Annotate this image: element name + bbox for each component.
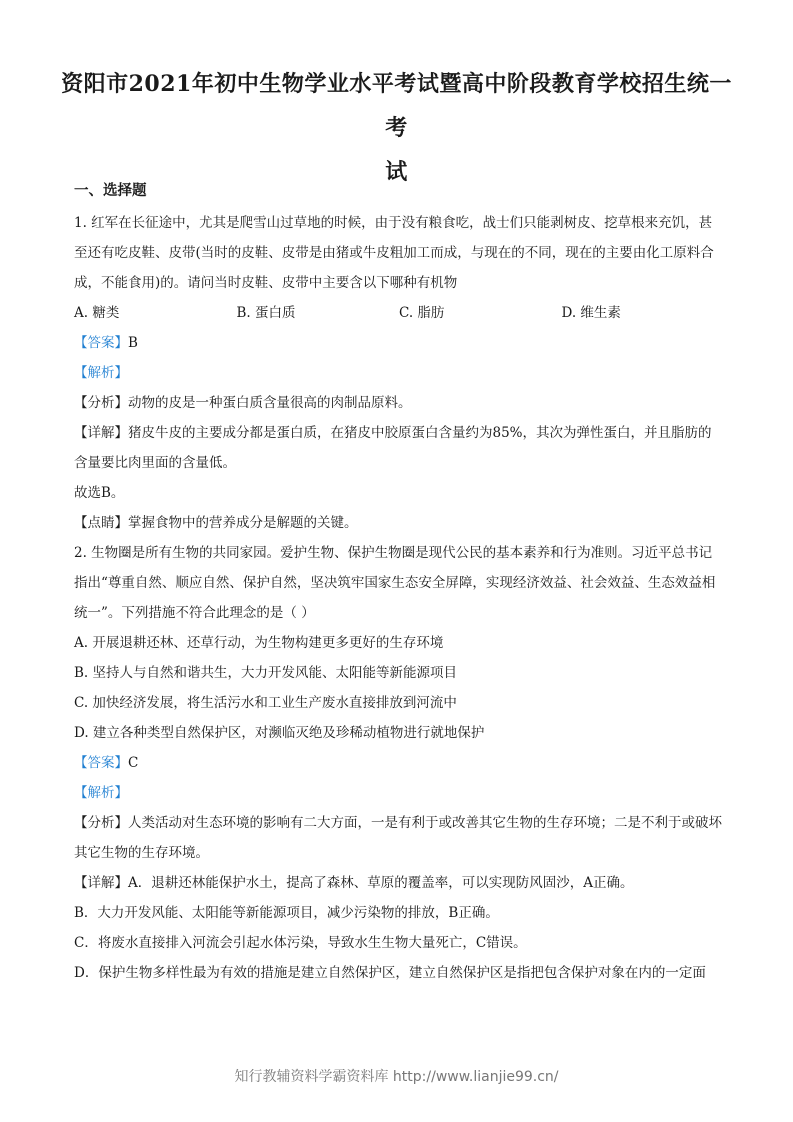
q1-xiangjie-tag: 【详解】 (74, 425, 128, 441)
q1-option-a: A. 糖类 (74, 305, 120, 321)
q1-option-c: C. 脂肪 (399, 305, 445, 321)
q1-fenxi (74, 388, 724, 418)
document-content (74, 176, 724, 988)
q1-answer (74, 328, 724, 358)
q1-xiangjie (74, 418, 724, 478)
q1-answer-value: B (128, 335, 138, 351)
q2-option-a: A. 开展退耕还林、还草行动，为生物构建更多更好的生存环境 (74, 635, 444, 651)
q2-xiangjie (74, 868, 724, 898)
title-line-2: 试 (385, 159, 408, 185)
q2-xiangjie-tag: 【详解】 (74, 875, 128, 891)
q2-analysis-tag: 【解析】 (74, 785, 128, 801)
q2-xiangjie-d: D．保护生物多样性最为有效的措施是建立自然保护区，建立自然保护区是指把包含保护对象在内的一定面 (74, 965, 706, 981)
page-title (60, 62, 733, 194)
q2-analysis (74, 778, 724, 808)
q2-xiangjie-a: A．退耕还林能保护水土，提高了森林、草原的覆盖率，可以实现防风固沙，A正确。 (128, 875, 634, 891)
q1-option-b: B. 蛋白质 (236, 305, 296, 321)
q2-answer-tag: 【答案】 (74, 755, 128, 771)
q1-analysis-tag: 【解析】 (74, 365, 128, 381)
q1-dianjing-text: 掌握食物中的营养成分是解题的关键。 (128, 515, 358, 531)
q1-dianjing-tag: 【点睛】 (74, 515, 128, 531)
q2-option-d: D. 建立各种类型自然保护区，对濒临灭绝及珍稀动植物进行就地保护 (74, 725, 485, 741)
question-1-options (74, 298, 724, 328)
section-heading: 一、选择题 (74, 182, 147, 199)
q2-xiangjie-b: B．大力开发风能、太阳能等新能源项目，减少污染物的排放，B正确。 (74, 905, 499, 921)
question-2-stem: 2. 生物圈是所有生物的共同家园。爱护生物、保护生物圈是现代公民的基本素养和行为准则。习近平总书记指出“尊重自然、顺应自然、保护自然，坚决筑牢国家生态安全屏障，实现经济效益、社会效益、生态效益相统一”。下列措施不符合此理念的是（ ） (74, 545, 716, 621)
q2-fenxi-tag: 【分析】 (74, 815, 128, 831)
q1-fenxi-tag: 【分析】 (74, 395, 128, 411)
q1-analysis (74, 358, 724, 388)
q2-fenxi (74, 808, 724, 868)
footer-watermark: 知行教辅资料学霸资料库 http://www.lianjie99.cn/ (234, 1069, 559, 1085)
q1-conclusion: 故选B。 (74, 485, 125, 501)
q1-fenxi-text: 动物的皮是一种蛋白质含量很高的肉制品原料。 (128, 395, 412, 411)
q1-dianjing (74, 508, 724, 538)
q2-answer (74, 748, 724, 778)
q2-xiangjie-c: C．将废水直接排入河流会引起水体污染，导致水生生物大量死亡，C错误。 (74, 935, 527, 951)
q2-fenxi-text: 人类活动对生态环境的影响有二大方面，一是有利于或改善其它生物的生存环境；二是不利于或破坏其它生物的生存环境。 (74, 815, 722, 861)
q2-answer-value: C (128, 755, 139, 771)
q2-option-b: B. 坚持人与自然和谐共生，大力开发风能、太阳能等新能源项目 (74, 665, 458, 681)
q1-xiangjie-text: 猪皮牛皮的主要成分都是蛋白质，在猪皮中胶原蛋白含量约为85%，其次为弹性蛋白，并且脂肪的含量要比肉里面的含量低。 (74, 425, 712, 471)
question-1-stem: 1. 红军在长征途中，尤其是爬雪山过草地的时候，由于没有粮食吃，战士们只能剥树皮、挖草根来充饥，甚至还有吃皮鞋、皮带(当时的皮鞋、皮带是由猪或牛皮粗加工而成，与现在的不同，现在的主要由化工原料合成，不能食用)的。请问当时皮鞋、皮带中主要含以下哪种有机物 (74, 215, 714, 291)
title-line-1: 资阳市2021年初中生物学业水平考试暨高中阶段教育学校招生统一考 (61, 71, 732, 141)
q2-option-c: C. 加快经济发展，将生活污水和工业生产废水直接排放到河流中 (74, 695, 457, 711)
q1-option-d: D. 维生素 (561, 305, 621, 321)
q1-answer-tag: 【答案】 (74, 335, 128, 351)
